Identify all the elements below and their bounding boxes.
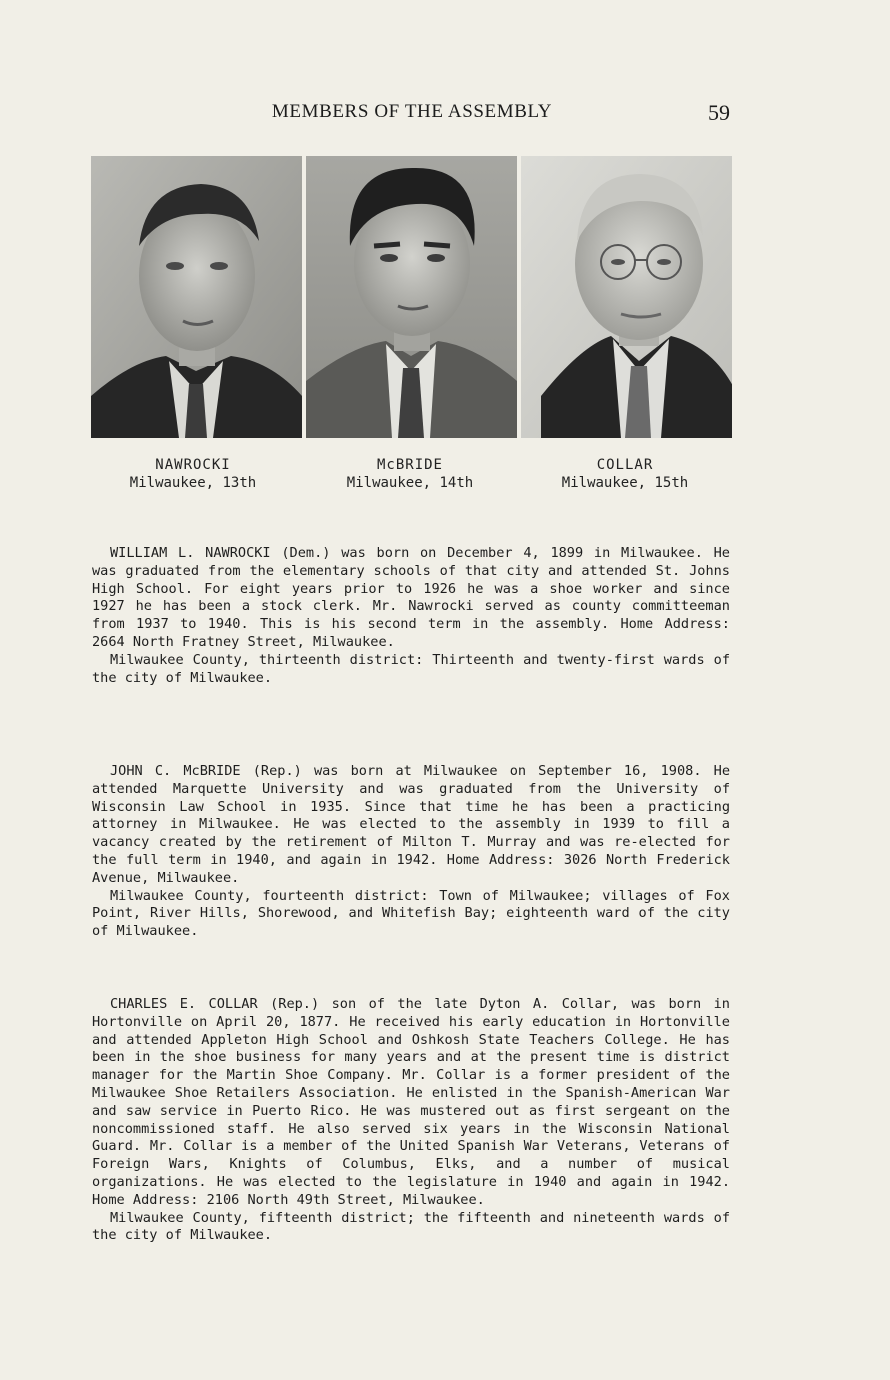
portrait-nawrocki (91, 156, 302, 438)
member-name: COLLAR (596, 457, 654, 473)
member-district: Milwaukee, 13th (129, 475, 257, 491)
bio-paragraph: JOHN C. McBRIDE (Rep.) was born at Milwaukee on September 16, 1908. He attended Marquette University and was graduated from the University of Wisconsin Law School in 1935. Since that time he has been a practicing attorney in Milwaukee. He was elected to the assembly in 1939 to fill a vacancy created by the retirement of Milton T. Murray and was re-elected for the full term in 1940, and again in 1942. Home Address: 3026 North Frederick Avenue, Milwaukee. (92, 763, 730, 886)
member-district: Milwaukee, 15th (561, 475, 689, 491)
bio-mcbride (92, 763, 730, 941)
caption-nawrocki (88, 456, 298, 492)
member-district: Milwaukee, 14th (346, 475, 474, 491)
bio-collar (92, 996, 730, 1245)
page-number: 59 (708, 100, 730, 125)
caption-mcbride (305, 456, 515, 492)
page-header (92, 101, 732, 127)
bio-district-paragraph: Milwaukee County, fifteenth district; the fifteenth and nineteenth wards of the city of Milwaukee. (92, 1209, 730, 1244)
bio-district-paragraph: Milwaukee County, fourteenth district: Town of Milwaukee; villages of Fox Point, River Hills, Shorewood, and Whitefish Bay; eighteenth ward of the city of Milwaukee. (92, 887, 730, 940)
portrait-collar (521, 156, 732, 438)
member-name: NAWROCKI (155, 457, 231, 473)
bio-paragraph: CHARLES E. COLLAR (Rep.) son of the late Dyton A. Collar, was born in Hortonville on April 20, 1877. He received his early education in Hortonville and attended Appleton High School and Oshkosh State Teachers College. He has been in the shoe business for many years and at the present time is district manager for the Martin Shoe Company. Mr. Collar is a former president of the Milwaukee Shoe Retailers Association. He enlisted in the Spanish-American War and saw service in Puerto Rico. He was mustered out as first sergeant on the noncommissioned staff. He also served six years in the Wisconsin National Guard. Mr. Collar is a member of the United Spanish War Veterans, Veterans of Foreign Wars, Knights of Columbus, Elks, and a number of musical organizations. He was elected to the legislature in 1940 and again in 1942. Home Address: 2106 North 49th Street, Milwaukee. (92, 996, 730, 1208)
running-head: MEMBERS OF THE ASSEMBLY (271, 101, 553, 122)
bio-paragraph: WILLIAM L. NAWROCKI (Dem.) was born on December 4, 1899 in Milwaukee. He was graduated from the elementary schools of that city and attended St. Johns High School. For eight years prior to 1926 he was a shoe worker and since 1927 he has been a stock clerk. Mr. Nawrocki served as county committeeman from 1937 to 1940. This is his second term in the assembly. Home Address: 2664 North Fratney Street, Milwaukee. (92, 545, 730, 650)
portrait-row (91, 156, 733, 438)
bio-district-paragraph: Milwaukee County, thirteenth district: Thirteenth and twenty-first wards of the city of Milwaukee. (92, 651, 730, 686)
bio-nawrocki (92, 545, 730, 687)
portrait-mcbride (306, 156, 517, 438)
caption-collar (520, 456, 730, 492)
member-name: McBRIDE (376, 457, 443, 473)
